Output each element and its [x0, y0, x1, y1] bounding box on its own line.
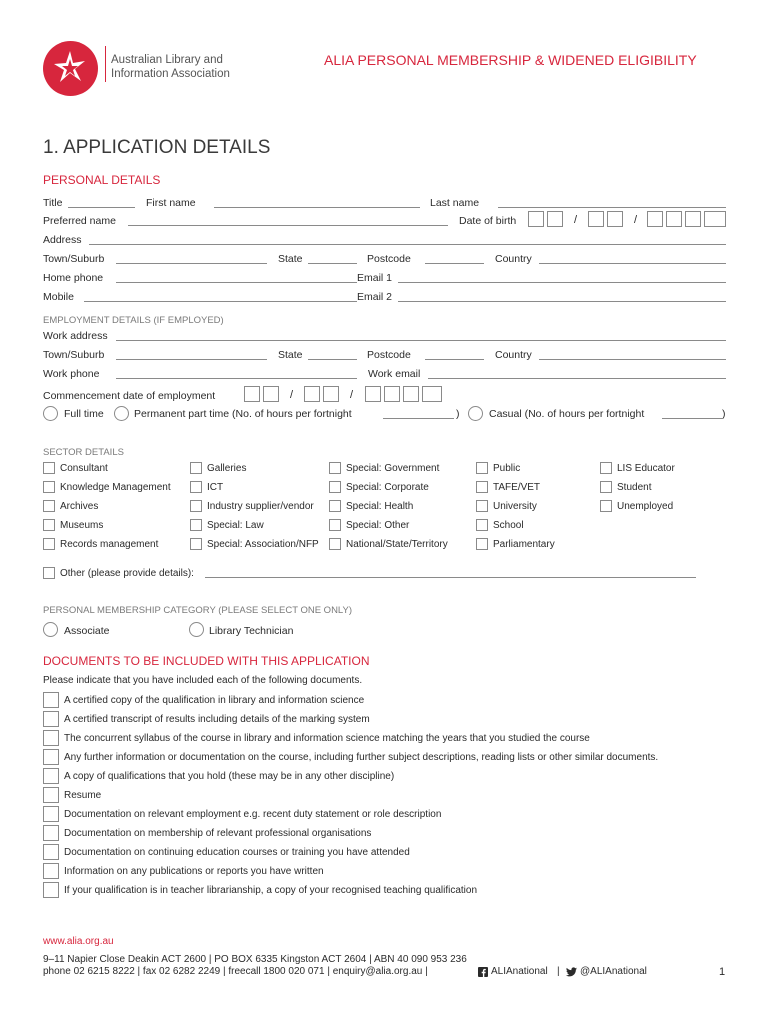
postcode-label: Postcode [367, 253, 411, 265]
sector-label: Special: Corporate [346, 482, 429, 493]
sector-label: Industry supplier/vendor [207, 501, 314, 512]
sector-heading: SECTOR DETAILS [43, 447, 124, 458]
commence-year-1[interactable] [365, 386, 381, 402]
document-item-label: Resume [64, 790, 102, 801]
commence-year-4[interactable] [422, 386, 442, 402]
work-state-label: State [278, 349, 303, 361]
footer-twitter[interactable]: @ALIAnational [580, 966, 647, 977]
document-checkbox[interactable] [43, 730, 59, 746]
sector-label: Unemployed [617, 501, 674, 512]
footer-contact: phone 02 6215 8222 | fax 02 6282 2249 | freecall 1800 020 071 | enquiry@alia.org.au | [43, 966, 428, 977]
sector-label: Museums [60, 520, 104, 531]
work-phone-label: Work phone [43, 368, 100, 380]
state-label: State [278, 253, 303, 265]
casual-hours-field[interactable] [662, 418, 722, 419]
twitter-icon[interactable] [566, 967, 577, 977]
sector-checkbox[interactable] [600, 462, 612, 474]
commence-slash-1: / [290, 389, 294, 401]
sector-checkbox[interactable] [329, 500, 341, 512]
preferred-name-field[interactable] [128, 225, 448, 226]
document-item-label: Documentation on continuing education courses or training you have attended [64, 847, 410, 858]
first-name-field[interactable] [214, 207, 420, 208]
town-label: Town/Suburb [43, 253, 105, 265]
dob-label: Date of birth [459, 215, 517, 227]
sector-checkbox[interactable] [43, 519, 55, 531]
work-phone-field[interactable] [116, 378, 357, 379]
sector-label: School [493, 520, 524, 531]
sector-label: Public [493, 463, 521, 474]
sector-label: Student [617, 482, 652, 493]
dob-slash-1: / [574, 214, 578, 226]
sector-checkbox[interactable] [600, 500, 612, 512]
org-name-line1: Australian Library and [111, 54, 223, 66]
sector-checkbox[interactable] [476, 500, 488, 512]
alia-logo [43, 41, 98, 96]
form-title: ALIA PERSONAL MEMBERSHIP & WIDENED ELIGIBILITY [324, 52, 697, 68]
commence-day-1[interactable] [244, 386, 260, 402]
dob-day-2[interactable] [547, 211, 563, 227]
document-checkbox[interactable] [43, 844, 59, 860]
postcode-field[interactable] [425, 263, 484, 264]
address-label: Address [43, 234, 82, 246]
sector-label: Special: Other [346, 520, 410, 531]
title-field[interactable] [68, 207, 135, 208]
dob-month-2[interactable] [607, 211, 623, 227]
associate-radio[interactable] [43, 622, 58, 637]
library-technician-radio[interactable] [189, 622, 204, 637]
sector-checkbox[interactable] [600, 481, 612, 493]
document-item-label: A certified transcript of results including details of the marking system [64, 714, 370, 725]
part-time-radio[interactable] [114, 406, 129, 421]
sector-label: LIS Educator [617, 463, 675, 474]
preferred-name-label: Preferred name [43, 215, 116, 227]
sector-other-label: Other (please provide details): [60, 568, 194, 579]
sector-checkbox[interactable] [329, 538, 341, 550]
sector-checkbox[interactable] [43, 481, 55, 493]
dob-month-1[interactable] [588, 211, 604, 227]
email1-label: Email 1 [357, 272, 393, 284]
sector-checkbox[interactable] [190, 538, 202, 550]
dob-year-1[interactable] [647, 211, 663, 227]
commence-month-2[interactable] [323, 386, 339, 402]
sector-checkbox[interactable] [190, 519, 202, 531]
work-address-label: Work address [43, 330, 108, 342]
dob-year-3[interactable] [685, 211, 701, 227]
mobile-field[interactable] [84, 301, 357, 302]
document-checkbox[interactable] [43, 787, 59, 803]
sector-label: Consultant [60, 463, 108, 474]
footer-website[interactable]: www.alia.org.au [43, 936, 114, 947]
dob-day-1[interactable] [528, 211, 544, 227]
work-postcode-field[interactable] [425, 359, 484, 360]
document-checkbox[interactable] [43, 882, 59, 898]
document-checkbox[interactable] [43, 711, 59, 727]
sector-checkbox[interactable] [43, 462, 55, 474]
sector-checkbox[interactable] [476, 519, 488, 531]
first-name-label: First name [146, 197, 196, 209]
sector-checkbox[interactable] [190, 500, 202, 512]
country-field[interactable] [539, 263, 726, 264]
commencement-label: Commencement date of employment [43, 390, 216, 402]
sector-checkbox[interactable] [476, 481, 488, 493]
part-time-close: ) [456, 408, 460, 420]
dob-year-2[interactable] [666, 211, 682, 227]
part-time-hours-field[interactable] [383, 418, 454, 419]
footer-facebook[interactable]: ALIAnational [491, 966, 548, 977]
country-label: Country [495, 253, 532, 265]
document-item-label: Information on any publications or reports you have written [64, 866, 324, 877]
documents-heading: DOCUMENTS TO BE INCLUDED WITH THIS APPLICATION [43, 654, 370, 668]
home-phone-field[interactable] [116, 282, 357, 283]
document-checkbox[interactable] [43, 806, 59, 822]
document-checkbox[interactable] [43, 825, 59, 841]
work-country-field[interactable] [539, 359, 726, 360]
sector-checkbox[interactable] [190, 481, 202, 493]
document-checkbox[interactable] [43, 768, 59, 784]
work-town-label: Town/Suburb [43, 349, 105, 361]
document-item-label: A certified copy of the qualification in library and information science [64, 695, 365, 706]
commence-slash-2: / [350, 389, 354, 401]
org-name-line2: Information Association [111, 68, 230, 80]
work-address-field[interactable] [116, 340, 726, 341]
sector-label: ICT [207, 482, 224, 493]
sector-checkbox[interactable] [329, 519, 341, 531]
sector-label: Records management [60, 539, 159, 550]
document-checkbox[interactable] [43, 749, 59, 765]
sector-label: National/State/Territory [346, 539, 448, 550]
footer-address: 9–11 Napier Close Deakin ACT 2600 | PO BOX 6335 Kingston ACT 2604 | ABN 40 090 953 236 [43, 954, 467, 965]
sector-label: Special: Law [207, 520, 264, 531]
last-name-label: Last name [430, 197, 480, 209]
work-country-label: Country [495, 349, 532, 361]
document-checkbox[interactable] [43, 692, 59, 708]
sector-label: Knowledge Management [60, 482, 171, 493]
last-name-field[interactable] [498, 207, 726, 208]
sector-checkbox[interactable] [43, 500, 55, 512]
sector-label: Archives [60, 501, 99, 512]
sector-label: University [493, 501, 537, 512]
part-time-label: Permanent part time (No. of hours per fortnight [134, 408, 352, 420]
document-item-label: A copy of qualifications that you hold (these may be in any other discipline) [64, 771, 395, 782]
sector-label: Galleries [207, 463, 247, 474]
home-phone-label: Home phone [43, 272, 104, 284]
document-item-label: Any further information or documentation on the course, including further subject descriptions, reading lists or other similar documents. [64, 752, 659, 763]
personal-details-heading: PERSONAL DETAILS [43, 173, 161, 187]
employment-heading: EMPLOYMENT DETAILS (IF EMPLOYED) [43, 315, 224, 326]
library-technician-label: Library Technician [209, 625, 294, 637]
full-time-label: Full time [64, 408, 104, 420]
work-email-field[interactable] [428, 378, 726, 379]
work-postcode-label: Postcode [367, 349, 411, 361]
document-item-label: Documentation on membership of relevant professional organisations [64, 828, 372, 839]
email1-field[interactable] [398, 282, 726, 283]
document-item-label: If your qualification is in teacher librarianship, a copy of your recognised teaching qualification [64, 885, 478, 896]
email2-label: Email 2 [357, 291, 393, 303]
sector-checkbox[interactable] [329, 462, 341, 474]
dob-year-4[interactable] [704, 211, 726, 227]
sector-checkbox[interactable] [476, 538, 488, 550]
associate-label: Associate [64, 625, 110, 637]
email2-field[interactable] [398, 301, 726, 302]
section-title: 1. APPLICATION DETAILS [43, 137, 271, 158]
document-checkbox[interactable] [43, 863, 59, 879]
commence-year-2[interactable] [384, 386, 400, 402]
work-email-label: Work email [368, 368, 421, 380]
document-item-label: Documentation on relevant employment e.g. recent duty statement or role description [64, 809, 442, 820]
title-label: Title [43, 197, 63, 209]
sector-other-checkbox[interactable] [43, 567, 55, 579]
commence-day-2[interactable] [263, 386, 279, 402]
casual-radio[interactable] [468, 406, 483, 421]
casual-close: ) [722, 408, 726, 420]
sector-checkbox[interactable] [43, 538, 55, 550]
sector-label: Special: Association/NFP [207, 539, 319, 550]
sector-other-field[interactable] [205, 577, 696, 578]
town-field[interactable] [116, 263, 267, 264]
document-item-label: The concurrent syllabus of the course in library and information science matching the years that you studied the course [64, 733, 590, 744]
sector-label: TAFE/VET [493, 482, 541, 493]
sector-checkbox[interactable] [190, 462, 202, 474]
commence-year-3[interactable] [403, 386, 419, 402]
page-number: 1 [719, 966, 726, 978]
mobile-label: Mobile [43, 291, 74, 303]
casual-label: Casual (No. of hours per fortnight [489, 408, 645, 420]
sector-label: Parliamentary [493, 539, 555, 550]
work-state-field[interactable] [308, 359, 357, 360]
state-field[interactable] [308, 263, 357, 264]
work-town-field[interactable] [116, 359, 267, 360]
address-field[interactable] [89, 244, 726, 245]
sector-label: Special: Government [346, 463, 440, 474]
sector-checkbox[interactable] [476, 462, 488, 474]
sector-label: Special: Health [346, 501, 414, 512]
category-heading: PERSONAL MEMBERSHIP CATEGORY (PLEASE SELECT ONE ONLY) [43, 605, 353, 616]
commence-month-1[interactable] [304, 386, 320, 402]
documents-intro: Please indicate that you have included each of the following documents. [43, 675, 363, 686]
dob-slash-2: / [634, 214, 638, 226]
full-time-radio[interactable] [43, 406, 58, 421]
sector-checkbox[interactable] [329, 481, 341, 493]
facebook-icon[interactable] [478, 967, 488, 977]
alia-star-logo [43, 41, 98, 96]
footer-separator: | [557, 966, 560, 977]
